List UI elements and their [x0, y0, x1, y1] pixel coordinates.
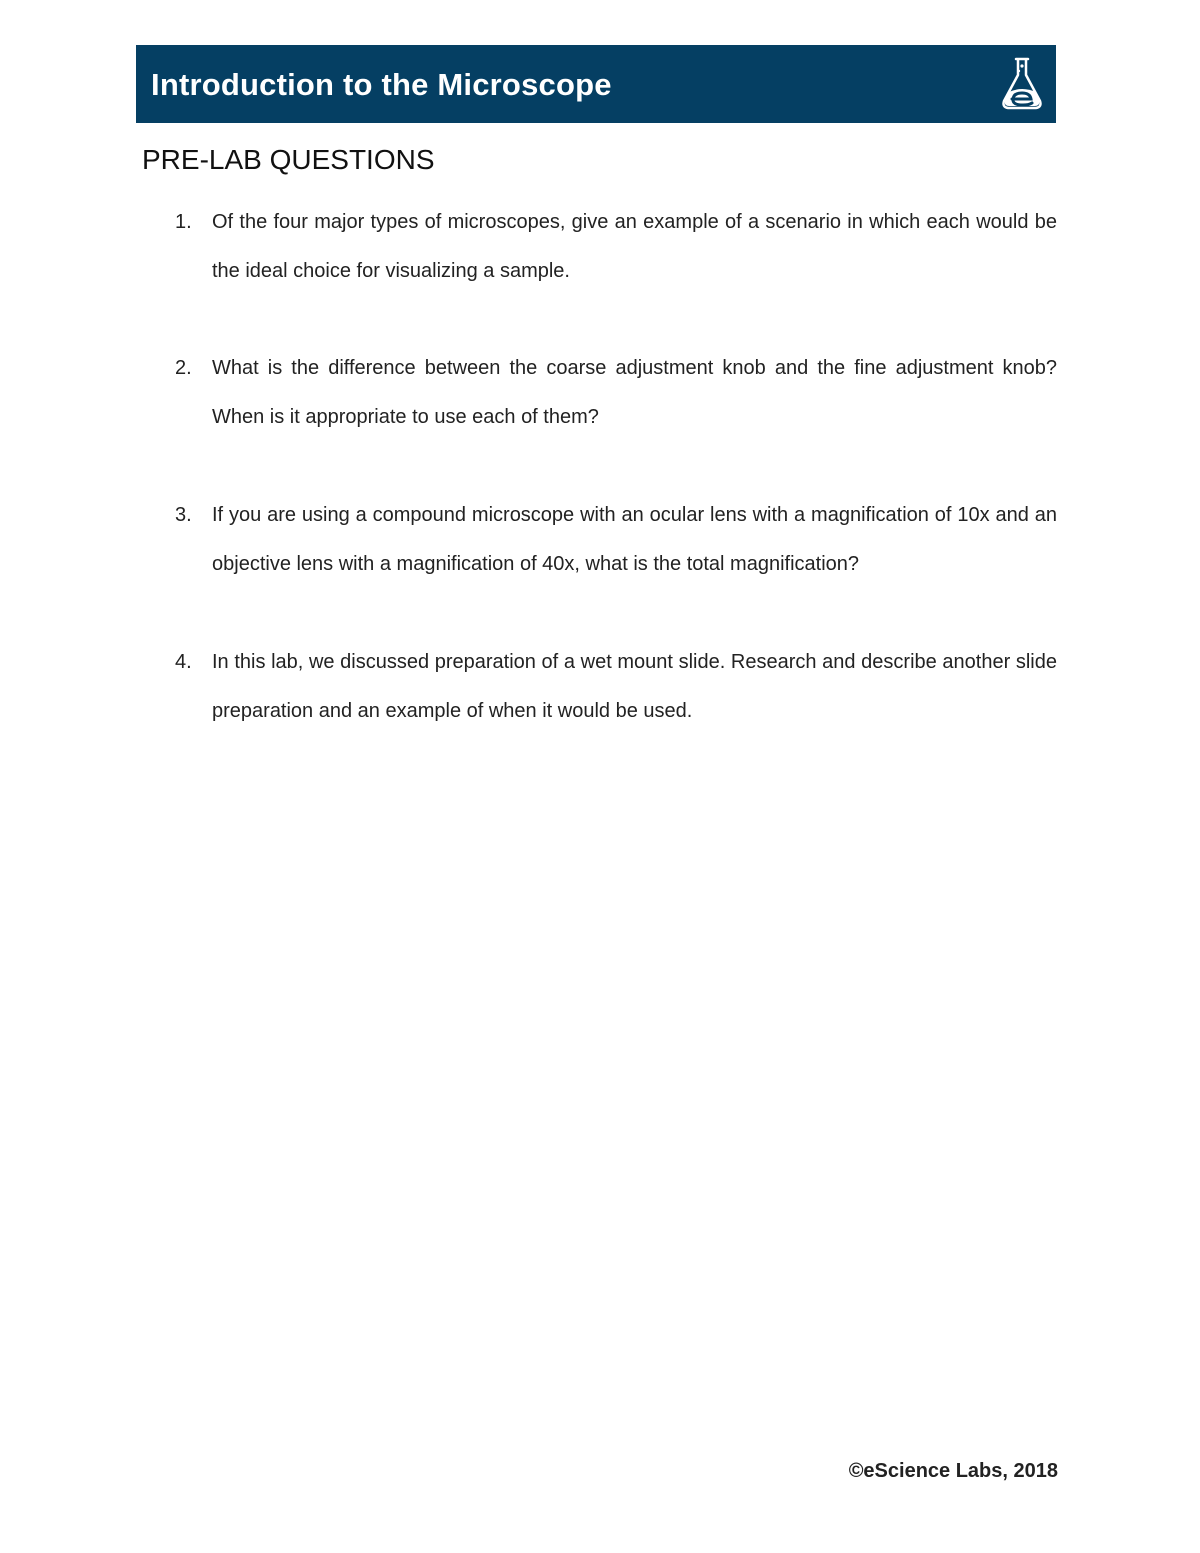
question-text: Of the four major types of microscopes, give an example of a scenario in which each would be the ideal choice for visualizing a sample.	[212, 211, 1057, 282]
page-title: Introduction to the Microscope	[151, 67, 612, 102]
question-text: If you are using a compound microscope with an ocular lens with a magnification of 10x and an objective lens with a magnification of 40x, what is the total magnification?	[212, 504, 1057, 575]
header-bar	[136, 45, 1056, 123]
question-number: 3.	[175, 504, 192, 526]
question-number: 2.	[175, 357, 192, 379]
question-number: 1.	[175, 211, 192, 233]
question-text: In this lab, we discussed preparation of a wet mount slide. Research and describe another slide preparation and an example of when it would be used.	[212, 651, 1057, 722]
question-text: What is the difference between the coarse adjustment knob and the fine adjustment knob? When is it appropriate to use each of them?	[212, 357, 1057, 428]
question-number: 4.	[175, 651, 192, 673]
copyright-footer: ©eScience Labs, 2018	[848, 1460, 1058, 1482]
escience-flask-icon	[998, 55, 1046, 113]
section-heading: PRE-LAB QUESTIONS	[142, 144, 435, 175]
